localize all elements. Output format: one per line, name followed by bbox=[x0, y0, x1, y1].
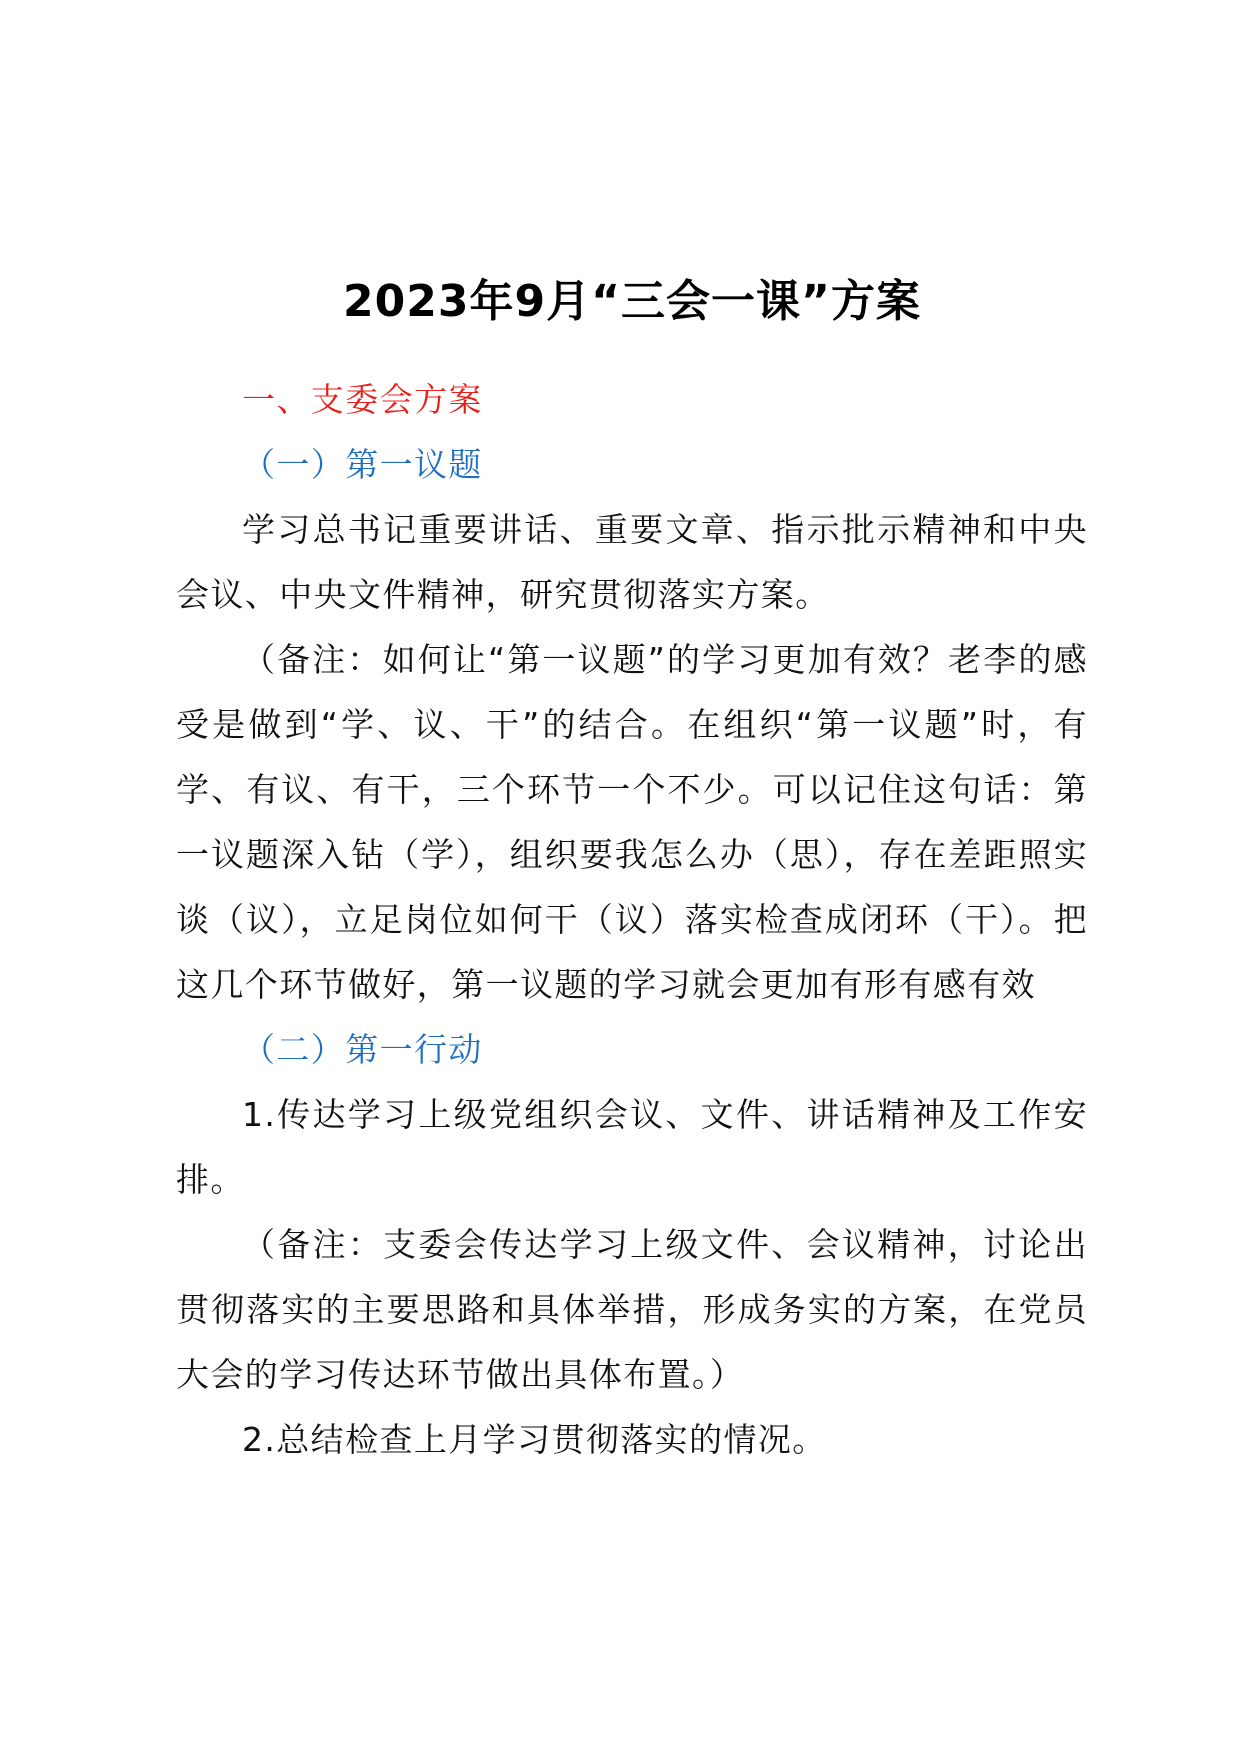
subsection-heading-first-topic: （一）第一议题 bbox=[242, 445, 483, 484]
subsection-heading-first-action: （二）第一行动 bbox=[242, 1030, 483, 1069]
section-heading-branch-committee: 一、支委会方案 bbox=[242, 380, 483, 419]
paragraph-first-topic-content: 学习总书记重要讲话、重要文章、指示批示精神和中央会议、中央文件精神，研究贯彻落实方案。 bbox=[176, 510, 1088, 614]
document-title: 2023年9月“三会一课”方案 bbox=[343, 276, 921, 327]
document-body bbox=[176, 367, 1088, 1472]
document-page bbox=[176, 0, 1088, 1754]
paragraph-first-topic-note: （备注：如何让“第一议题”的学习更加有效？老李的感受是做到“学、议、干”的结合。在组织“第一议题”时，有学、有议、有干，三个环节一个不少。可以记住这句话：第一议题深入钻（学），组织要我怎么办（思），存在差距照实谈（议），立足岗位如何干（议）落实检查成闭环（干）。把这几个环节做好，第一议题的学习就会更加有形有感有效 bbox=[176, 640, 1088, 1004]
paragraph-action-item-1: 1.传达学习上级党组织会议、文件、讲话精神及工作安排。 bbox=[176, 1095, 1088, 1199]
paragraph-action-note: （备注：支委会传达学习上级文件、会议精神，讨论出贯彻落实的主要思路和具体举措，形成务实的方案，在党员大会的学习传达环节做出具体布置。） bbox=[176, 1225, 1088, 1394]
paragraph-action-item-2: 2.总结检查上月学习贯彻落实的情况。 bbox=[242, 1420, 827, 1459]
